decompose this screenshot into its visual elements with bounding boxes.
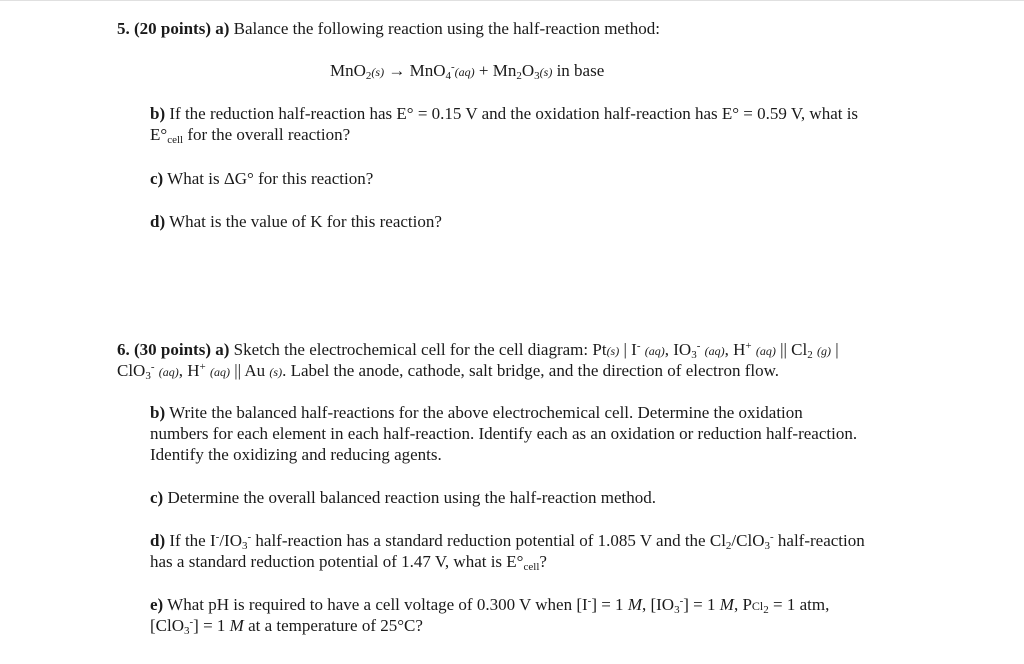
q6-part-e-line1: e) What pH is required to have a cell voltage of 0.300 V when [I-] = 1 M, $[IO_3^-] = 1$ M, PCl$_2$ = 1 atm, xyxy=(150,595,830,616)
top-divider xyxy=(0,0,1024,1)
q6-part-b-line3: Identify the oxidizing and reducing agents. xyxy=(150,445,442,464)
q6-part-a-line1: 6. (30 points) a) Sketch the electrochemical cell for the cell diagram: Pt(s) | I- (aq), $IO_3^-$ (aq), H+ (aq) || $Cl_2$ (g) | xyxy=(117,340,839,361)
q5-part-a xyxy=(117,19,660,39)
q6-part-d-line2: has a standard reduction potential of 1.47 V, what is $E^\circ_{cell}$? xyxy=(150,552,547,573)
q6-part-c: c) Determine the overall balanced reaction using the half-reaction method. xyxy=(150,488,657,507)
q5-part-c: c) What is ΔG° for this reaction? xyxy=(150,169,374,188)
q6-part-b-line2: numbers for each element in each half-reaction. Identify each as an oxidation or reduction half-reaction. xyxy=(150,424,858,443)
q6-part-b-line1: b) Write the balanced half-reactions for the above electrochemical cell. Determine the oxidation xyxy=(150,403,803,422)
q5-equation: $MnO_2(s) \to MnO_4^-(aq) + Mn_2O_3(s)$ in base xyxy=(330,61,605,82)
q6-part-d-line1: d) If the $I^-/IO_3^-$ half-reaction has a standard reduction potential of 1.085 V and the $Cl_2/ClO_3^-$ half-reaction xyxy=(150,531,865,552)
q5-part-d: d) What is the value of K for this reaction? xyxy=(150,212,442,231)
q5-heading: 5. (20 points) a) xyxy=(117,19,230,38)
q6-part-a-line2: ClO$_3$- (aq), H+ (aq) || Au (s). Label the anode, cathode, salt bridge, and the direction of electron flow. xyxy=(117,361,779,382)
q6-heading: 6. (30 points) a) xyxy=(117,340,230,359)
q5-part-b-line2: $E^\circ_{cell}$ for the overall reaction? xyxy=(150,125,351,146)
q5-part-b-line1: b) If the reduction half-reaction has E° = 0.15 V and the oxidation half-reaction has E° = 0.59 V, what is xyxy=(150,104,859,123)
q5-a-text: Balance the following reaction using the half-reaction method: xyxy=(233,19,660,38)
q6-part-e-line2: [ClO$_3$-] = 1 M at a temperature of 25°C? xyxy=(150,616,423,637)
reaction-arrow: → xyxy=(388,61,406,80)
